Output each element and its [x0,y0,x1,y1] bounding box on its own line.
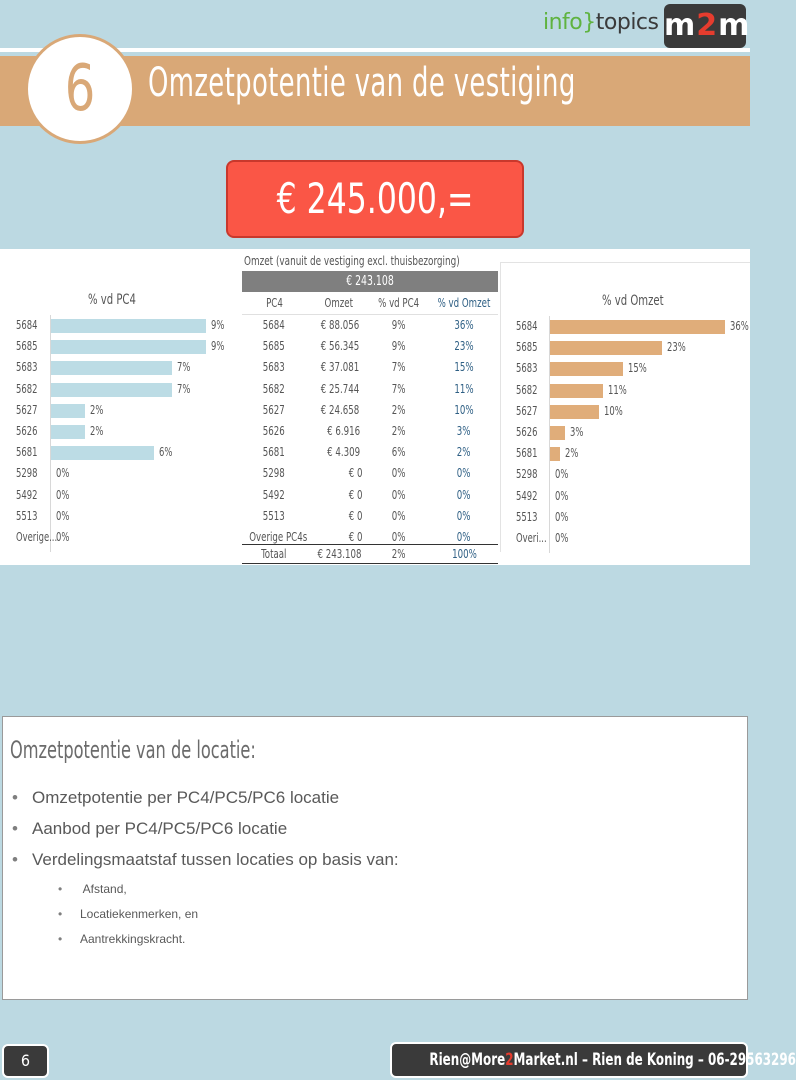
revenue-potential-value: € 245.000,= [276,174,474,223]
table-cell: 0% [457,487,471,502]
pc4-bar [51,340,206,354]
table-total-cell: Totaal [261,547,287,561]
pc4-bar [51,425,85,439]
pc4-data-label: 9% [211,318,225,332]
pc4-data-label: 7% [177,360,191,375]
table-header-cell: % vd Omzet [437,296,491,310]
omzet-data-label: 0% [555,467,569,482]
omzet-category-label: 5298 [516,467,538,482]
pc4-category-label: 5626 [16,424,38,438]
table-cell: € 4.309 [326,445,360,460]
omzet-bar [550,362,623,376]
pc4-category-label: 5513 [16,508,38,523]
omzet-bar [550,384,603,398]
omzet-data-label: 23% [667,340,686,355]
omzet-data-label: 0% [555,531,569,545]
table-cell: 0% [392,508,406,523]
table-header-cell: PC4 [265,296,283,310]
table-cell: 5298 [263,466,285,481]
pc4-data-label: 7% [177,381,191,396]
table-total-cell: € 243.108 [317,547,361,561]
table-cell: 5683 [263,360,285,375]
table-cell: € 88.056 [320,318,360,332]
omzet-bar [550,447,560,461]
explanation-heading: Omzetpotentie van de locatie: [10,736,256,764]
bullet-icon: • [12,819,18,838]
table-cell: 2% [457,445,471,460]
pc4-category-label: 5492 [16,487,38,502]
table-cell: € 6.916 [326,424,360,438]
omzet-bar [550,341,662,355]
table-title: Omzet (vanuit de vestiging excl. thuisbezorging) [244,254,460,268]
table-cell: 0% [392,466,406,481]
omzet-bar [550,320,725,334]
omzet-data-label: 15% [628,361,647,376]
sub-bullet-item: • Afstand, [58,882,127,896]
pc4-title: % vd PC4 [88,292,136,308]
table-cell: € 0 [348,508,363,523]
pc4-data-label: 0% [56,508,70,523]
table-cell: € 0 [348,466,363,481]
omzet-category-label: 5681 [516,446,538,461]
table-cell: 3% [457,424,471,438]
table-cell: 11% [454,381,474,396]
table-cell: € 25.744 [320,381,360,396]
table-total-cell: 2% [392,547,406,561]
pc4-bar [51,404,85,418]
table-cell: € 24.658 [320,402,360,417]
omzet-category-label: 5682 [516,382,538,397]
infotopics-logo: info}topics [543,10,659,35]
table-cell: 2% [392,424,406,438]
bullet-icon: • [58,932,63,946]
pc4-data-label: 9% [211,339,225,354]
table-total-rule-top [242,544,498,545]
table-cell: 0% [457,530,471,544]
omzet-category-label: 5513 [516,509,538,524]
bullet-icon: • [58,907,63,921]
sub-bullet-item: • Aantrekkingskracht. [58,932,186,946]
omzet-title: % vd Omzet [602,293,664,309]
pc4-category-label: 5684 [16,318,38,332]
table-header-cell: % vd PC4 [378,296,420,310]
table-cell: 6% [392,445,406,460]
sub-bullet-item: • Locatiekenmerken, en [58,907,199,921]
omzet-data-label: 0% [555,488,569,503]
table-cell: 5492 [263,487,285,502]
pc4-category-label: 5681 [16,445,38,460]
omzet-data-label: 10% [604,403,623,418]
omzet-bar [550,426,565,440]
table-cell: € 0 [348,530,363,544]
table-cell: 9% [392,339,406,354]
table-cell: 7% [392,381,406,396]
omzet-category-label: 5627 [516,403,538,418]
omzet-category-label: Overi... [516,531,547,545]
table-cell: 36% [454,318,474,332]
page-title: Omzetpotentie van de vestiging [148,60,576,106]
table-cell: 0% [392,487,406,502]
table-cell: 9% [392,318,406,332]
pc4-data-label: 6% [159,445,173,460]
table-cell: 0% [392,530,406,544]
table-total-rule-bottom [242,563,498,564]
bullet-item: • Aanbod per PC4/PC5/PC6 locatie [12,819,288,838]
table-cell: € 0 [348,487,363,502]
omzet-category-label: 5683 [516,361,538,376]
pc4-bar [51,319,206,333]
chart-pct-omzet [500,262,750,552]
omzet-category-label: 5492 [516,488,538,503]
table-total-top: € 243.108 [346,274,394,289]
table-cell: 5684 [263,318,285,332]
pc4-category-label: 5682 [16,381,38,396]
pc4-category-label: 5298 [16,466,38,481]
table-total-cell: 100% [451,547,477,561]
pc4-bar [51,361,172,375]
page-number: 6 [2,1044,49,1078]
omzet-data-label: 11% [608,382,627,397]
pc4-data-label: 2% [90,424,104,438]
pc4-data-label: 0% [56,487,70,502]
section-number: 6 [64,52,96,126]
bullet-icon: • [12,850,18,869]
pc4-bar [51,446,154,460]
pc4-category-label: 5683 [16,360,38,375]
table-cell: 10% [454,402,474,417]
chart-pct-pc4 [0,262,232,552]
table-cell: 15% [454,360,474,375]
pc4-data-label: 0% [56,466,70,481]
table-cell: Overige PC4s [249,530,308,544]
table-cell: € 37.081 [320,360,360,375]
table-cell: 5681 [263,445,285,460]
bullet-icon: • [12,788,18,807]
bullet-icon: • [58,882,63,896]
omzet-data-label: 2% [565,446,579,461]
table-cell: 7% [392,360,406,375]
omzet-category-label: 5684 [516,319,538,333]
pc4-bar [51,383,172,397]
pc4-category-label: 5685 [16,339,38,354]
contact-info: Rien@More2Market.nl – Rien de Koning – 06-29563296 [429,1050,796,1070]
table-cell: 5626 [263,424,285,438]
pc4-category-label: 5627 [16,402,38,417]
table-cell: 5682 [263,381,285,396]
table-cell: € 56.345 [320,339,360,354]
omzet-data-label: 3% [570,425,584,439]
bullet-item: • Verdelingsmaatstaf tussen locaties op basis van: [12,850,399,869]
m2m-logo: m2m [664,4,746,48]
bullet-item: • Omzetpotentie per PC4/PC5/PC6 locatie [12,788,340,807]
omzet-category-label: 5685 [516,340,538,355]
table-cell: 0% [457,466,471,481]
pc4-data-label: 2% [90,402,104,417]
table-cell: 5513 [263,508,285,523]
omzet-bar [550,405,599,419]
table-cell: 23% [454,339,474,354]
table-cell: 5685 [263,339,285,354]
table-cell: 2% [392,402,406,417]
table-cell: 0% [457,508,471,523]
table-header-cell: Omzet [324,296,354,310]
omzet-data-label: 36% [730,319,749,333]
pc4-data-label: 0% [56,530,70,544]
pc4-category-label: Overige... [16,530,58,544]
table-cell: 5627 [263,402,285,417]
omzet-data-label: 0% [555,509,569,524]
table-header-rule [242,314,498,315]
omzet-category-label: 5626 [516,425,538,439]
